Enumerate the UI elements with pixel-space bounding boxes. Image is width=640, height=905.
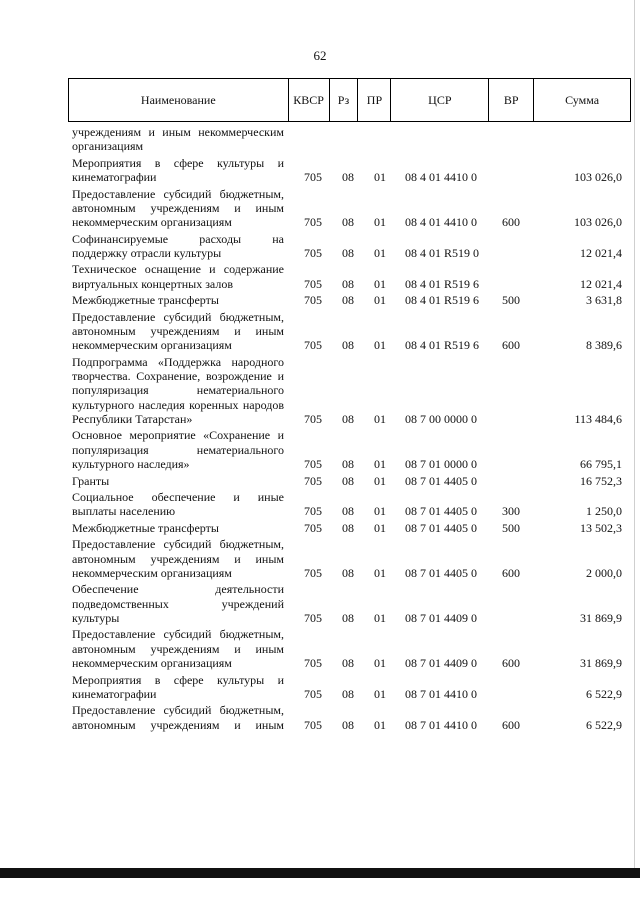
row-kvsr: 705 (304, 520, 322, 535)
row-sum: 103 026,0 (574, 215, 622, 230)
row-vr: 600 (502, 215, 520, 230)
row-rz: 08 (342, 520, 354, 535)
row-kvsr: 705 (304, 245, 322, 260)
table-row (72, 232, 630, 261)
header-pr: ПР (358, 79, 391, 121)
table-row (72, 262, 630, 291)
row-pr: 01 (374, 504, 386, 519)
row-sum: 2 000,0 (586, 565, 622, 580)
row-csr: 08 4 01 4410 0 (405, 170, 477, 185)
page-edge-line (634, 0, 635, 868)
row-pr: 01 (374, 293, 386, 308)
row-pr: 01 (374, 457, 386, 472)
row-pr: 01 (374, 338, 386, 353)
table-row (72, 673, 630, 702)
row-csr: 08 4 01 R519 6 (405, 293, 480, 308)
row-sum: 113 484,6 (574, 411, 622, 426)
row-sum: 6 522,9 (586, 717, 622, 732)
row-rz: 08 (342, 610, 354, 625)
row-vr: 500 (502, 293, 520, 308)
row-csr: 08 7 01 4410 0 (405, 717, 477, 732)
row-rz: 08 (342, 338, 354, 353)
table-row (72, 187, 630, 230)
header-kvsr: КВСР (289, 79, 330, 121)
row-csr: 08 4 01 R519 0 (405, 245, 480, 260)
row-sum: 66 795,1 (580, 457, 622, 472)
row-kvsr: 705 (304, 717, 322, 732)
table-row (72, 293, 630, 307)
row-sum: 13 502,3 (580, 520, 622, 535)
row-pr: 01 (374, 276, 386, 291)
row-pr: 01 (374, 520, 386, 535)
row-kvsr: 705 (304, 656, 322, 671)
row-rz: 08 (342, 565, 354, 580)
header-sum: Сумма (565, 92, 600, 107)
row-name: Межбюджетные трансферты (72, 520, 219, 535)
table-header (68, 78, 631, 122)
table-row (72, 428, 630, 471)
row-name: Техническое оснащение и содержание виртуальных концертных залов (72, 262, 284, 291)
row-sum: 12 021,4 (580, 276, 622, 291)
row-csr: 08 4 01 R519 6 (405, 338, 480, 353)
row-rz: 08 (342, 457, 354, 472)
row-csr: 08 7 01 4410 0 (405, 686, 477, 701)
row-rz: 08 (342, 656, 354, 671)
row-name: Предоставление субсидий бюджетным, автономным учреждениям и иным некоммерческим организациям (72, 309, 284, 353)
header-rz: Рз (330, 79, 359, 121)
row-sum: 16 752,3 (580, 473, 622, 488)
row-kvsr: 705 (304, 411, 322, 426)
row-rz: 08 (342, 245, 354, 260)
row-name: Обеспечение деятельности подведомственных учреждений культуры (72, 582, 284, 625)
table-row (72, 355, 630, 426)
row-rz: 08 (342, 473, 354, 488)
row-csr: 08 7 01 4405 0 (405, 565, 477, 580)
row-kvsr: 705 (304, 293, 322, 308)
row-csr: 08 7 01 4405 0 (405, 473, 477, 488)
row-vr: 600 (502, 338, 520, 353)
row-name: Предоставление субсидий бюджетным, автономным учреждениям и иным (72, 703, 284, 732)
row-pr: 01 (374, 656, 386, 671)
row-kvsr: 705 (304, 276, 322, 291)
row-csr: 08 7 01 4405 0 (405, 504, 477, 519)
row-kvsr: 705 (304, 565, 322, 580)
row-csr: 08 4 01 4410 0 (405, 215, 477, 230)
row-rz: 08 (342, 293, 354, 308)
row-rz: 08 (342, 215, 354, 230)
row-name: Межбюджетные трансферты (72, 293, 219, 308)
header-vr: ВР (489, 79, 534, 121)
row-csr: 08 4 01 R519 6 (405, 276, 480, 291)
table-row (72, 537, 630, 580)
row-csr: 08 7 00 0000 0 (405, 411, 477, 426)
row-vr: 500 (502, 520, 520, 535)
row-name: Мероприятия в сфере культуры и кинематографии (72, 155, 284, 185)
row-sum: 31 869,9 (580, 610, 622, 625)
row-kvsr: 705 (304, 215, 322, 230)
row-vr: 600 (502, 717, 520, 732)
scan-bottom-border (0, 868, 640, 878)
row-sum: 1 250,0 (586, 504, 622, 519)
row-sum: 103 026,0 (574, 170, 622, 185)
row-kvsr: 705 (304, 504, 322, 519)
header-csr: ЦСР (391, 79, 489, 121)
table-row (72, 521, 630, 535)
row-rz: 08 (342, 276, 354, 291)
row-kvsr: 705 (304, 170, 322, 185)
table-row (72, 156, 630, 185)
row-sum: 6 522,9 (586, 686, 622, 701)
row-pr: 01 (374, 686, 386, 701)
table-row (72, 582, 630, 625)
row-pr: 01 (374, 610, 386, 625)
row-kvsr: 705 (304, 686, 322, 701)
row-csr: 08 7 01 4409 0 (405, 610, 477, 625)
table-row (72, 310, 630, 353)
row-pr: 01 (374, 245, 386, 260)
row-kvsr: 705 (304, 610, 322, 625)
row-name: Предоставление субсидий бюджетным, автономным учреждениям и иным некоммерческим организациям (72, 537, 284, 580)
row-sum: 31 869,9 (580, 656, 622, 671)
row-name: Основное мероприятие «Сохранение и популяризация нематериального культурного наследия» (72, 428, 284, 472)
row-name: Предоставление субсидий бюджетным, автономным учреждениям и иным некоммерческим организациям (72, 186, 284, 230)
row-kvsr: 705 (304, 457, 322, 472)
row-csr: 08 7 01 0000 0 (405, 457, 477, 472)
table-body (72, 125, 630, 734)
table-row (72, 703, 630, 732)
table-row (72, 125, 630, 154)
row-name: Подпрограмма «Поддержка народного творчества. Сохранение, возрождение и популяризация нематериального культурного наследия коренных народов Республики Татарстан» (72, 354, 284, 426)
row-rz: 08 (342, 717, 354, 732)
row-name: Предоставление субсидий бюджетным, автономным учреждениям и иным некоммерческим организациям (72, 627, 284, 671)
row-rz: 08 (342, 686, 354, 701)
header-name: Наименование (69, 79, 289, 121)
page-number: 62 (313, 48, 327, 63)
row-sum: 3 631,8 (586, 293, 622, 308)
table-row (72, 490, 630, 519)
row-vr: 600 (502, 656, 520, 671)
row-sum: 12 021,4 (580, 245, 622, 260)
row-name: Гранты (72, 473, 110, 488)
row-pr: 01 (374, 170, 386, 185)
row-pr: 01 (374, 411, 386, 426)
row-rz: 08 (342, 170, 354, 185)
table-row (72, 627, 630, 670)
row-vr: 300 (502, 504, 520, 519)
row-rz: 08 (342, 411, 354, 426)
row-name: Софинансируемые расходы на поддержку отрасли культуры (72, 231, 284, 260)
row-pr: 01 (374, 215, 386, 230)
row-pr: 01 (374, 473, 386, 488)
row-name: учреждениям и иным некоммерческим организациям (72, 125, 284, 154)
row-pr: 01 (374, 717, 386, 732)
row-sum: 8 389,6 (586, 338, 622, 353)
row-name: Социальное обеспечение и иные выплаты населению (72, 490, 284, 519)
row-vr: 600 (502, 565, 520, 580)
row-name: Мероприятия в сфере культуры и кинематографии (72, 672, 284, 701)
table-row (72, 474, 630, 488)
row-rz: 08 (342, 504, 354, 519)
row-kvsr: 705 (304, 473, 322, 488)
row-csr: 08 7 01 4409 0 (405, 656, 477, 671)
row-pr: 01 (374, 565, 386, 580)
row-csr: 08 7 01 4405 0 (405, 520, 477, 535)
row-kvsr: 705 (304, 338, 322, 353)
